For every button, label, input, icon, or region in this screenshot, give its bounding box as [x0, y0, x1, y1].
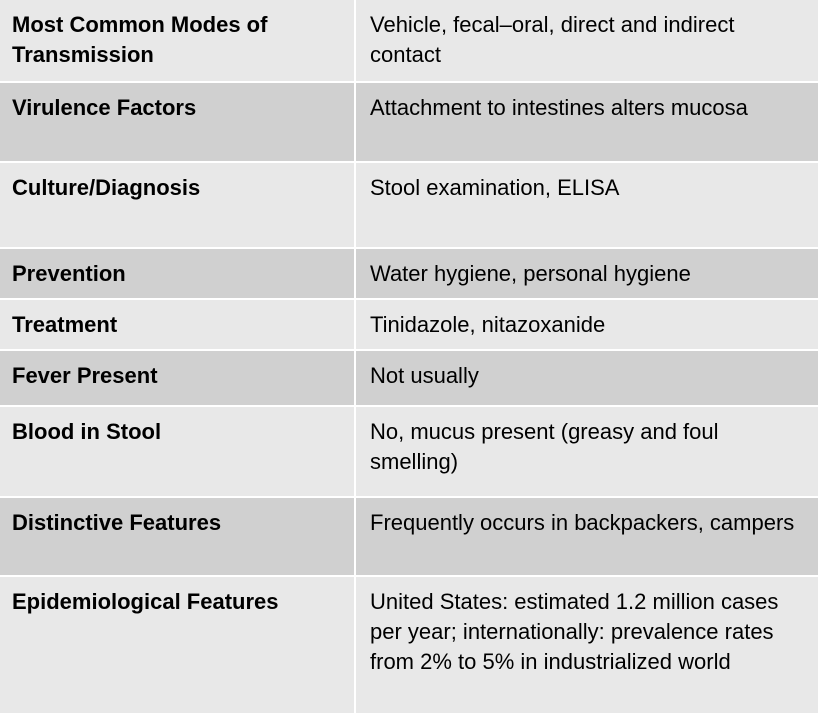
- table-row: [0, 162, 818, 248]
- row-value: Water hygiene, personal hygiene: [355, 248, 818, 299]
- table-row: [0, 299, 818, 350]
- row-label: Treatment: [0, 299, 355, 350]
- row-label: Blood in Stool: [0, 406, 355, 497]
- row-label: Distinctive Features: [0, 497, 355, 576]
- row-value: Stool examination, ELISA: [355, 162, 818, 248]
- row-value: Vehicle, fecal–oral, direct and indirect contact: [355, 0, 818, 82]
- table-row: [0, 248, 818, 299]
- row-value: Frequently occurs in backpackers, campers: [355, 497, 818, 576]
- row-value: Attachment to intestines alters mucosa: [355, 82, 818, 162]
- row-label: Culture/Diagnosis: [0, 162, 355, 248]
- row-label: Virulence Factors: [0, 82, 355, 162]
- table-row: [0, 0, 818, 82]
- table-row: [0, 350, 818, 406]
- row-value: Not usually: [355, 350, 818, 406]
- row-label: Epidemiological Features: [0, 576, 355, 714]
- row-label: Fever Present: [0, 350, 355, 406]
- table-row: [0, 497, 818, 576]
- row-value: No, mucus present (greasy and foul smelling): [355, 406, 818, 497]
- row-value: Tinidazole, nitazoxanide: [355, 299, 818, 350]
- row-value: United States: estimated 1.2 million cases per year; internationally: prevalence rates from 2% to 5% in industrialized world: [355, 576, 818, 714]
- table-row: [0, 406, 818, 497]
- table-row: [0, 82, 818, 162]
- row-label: Most Common Modes of Transmission: [0, 0, 355, 82]
- row-label: Prevention: [0, 248, 355, 299]
- table-row: [0, 576, 818, 714]
